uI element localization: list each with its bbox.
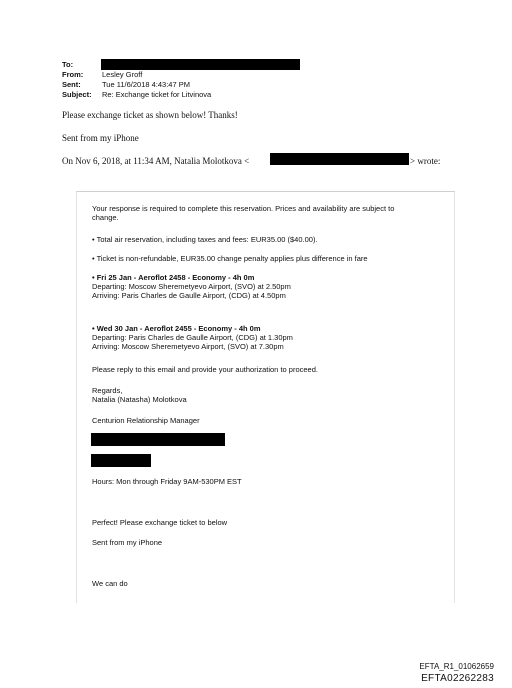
sent-label: Sent: — [62, 80, 81, 89]
response-required-line2: change. — [92, 213, 119, 222]
signature-name: Natalia (Natasha) Molotkova — [92, 395, 187, 404]
to-label: To: — [62, 60, 74, 69]
flight1-arriving: Arriving: Paris Charles de Gaulle Airport, (CDG) at 4.50pm — [92, 291, 286, 300]
from-label: From: — [62, 70, 84, 79]
from-value: Lesley Groff — [102, 70, 143, 79]
subject-label: Subject: — [62, 90, 92, 99]
signature-title: Centurion Relationship Manager — [92, 416, 200, 425]
redacted-contact-1 — [91, 433, 225, 446]
we-can-do: We can do — [92, 579, 128, 588]
flight2-departing: Departing: Paris Charles de Gaulle Airport, (CDG) at 1.30pm — [92, 333, 293, 342]
flight1-title: • Fri 25 Jan - Aeroflot 2458 - Economy - 4h 0m — [92, 273, 255, 282]
redacted-recipient — [101, 59, 300, 70]
business-hours: Hours: Mon through Friday 9AM-530PM EST — [92, 477, 242, 486]
body-line-sent-from-iphone: Sent from my iPhone — [62, 133, 139, 143]
quote-intro-prefix: On Nov 6, 2018, at 11:34 AM, Natalia Molotkova < — [62, 156, 250, 166]
body-line-please-exchange: Please exchange ticket as shown below! Thanks! — [62, 110, 238, 120]
quote-intro-suffix: > wrote: — [410, 156, 441, 166]
subject-value: Re: Exchange ticket for Litvinova — [102, 90, 212, 99]
sent-value: Tue 11/6/2018 4:43:47 PM — [102, 80, 190, 89]
perfect-exchange: Perfect! Please exchange ticket to below — [92, 518, 228, 527]
response-required-line1: Your response is required to complete this reservation. Prices and availability are subject to — [92, 204, 395, 213]
reply-request: Please reply to this email and provide your authorization to proceed. — [92, 365, 318, 374]
bullet-non-refundable: • Ticket is non-refundable, EUR35.00 change penalty applies plus difference in fare — [92, 254, 368, 263]
regards: Regards, — [92, 386, 123, 395]
bullet-total-air: • Total air reservation, including taxes and fees: EUR35.00 ($40.00). — [92, 235, 318, 244]
flight2-arriving: Arriving: Moscow Sheremetyevo Airport, (SVO) at 7.30pm — [92, 342, 284, 351]
footer-id-efta: EFTA02262283 — [421, 673, 494, 684]
flight1-departing: Departing: Moscow Sheremetyevo Airport, (SVO) at 2.50pm — [92, 282, 291, 291]
flight2-title: • Wed 30 Jan - Aeroflot 2455 - Economy - 4h 0m — [92, 324, 261, 333]
redacted-email — [270, 153, 409, 165]
quoted-sent-from-iphone: Sent from my iPhone — [92, 538, 163, 547]
footer-id-r1: EFTA_R1_01062659 — [419, 662, 494, 671]
redacted-contact-2 — [91, 454, 151, 467]
